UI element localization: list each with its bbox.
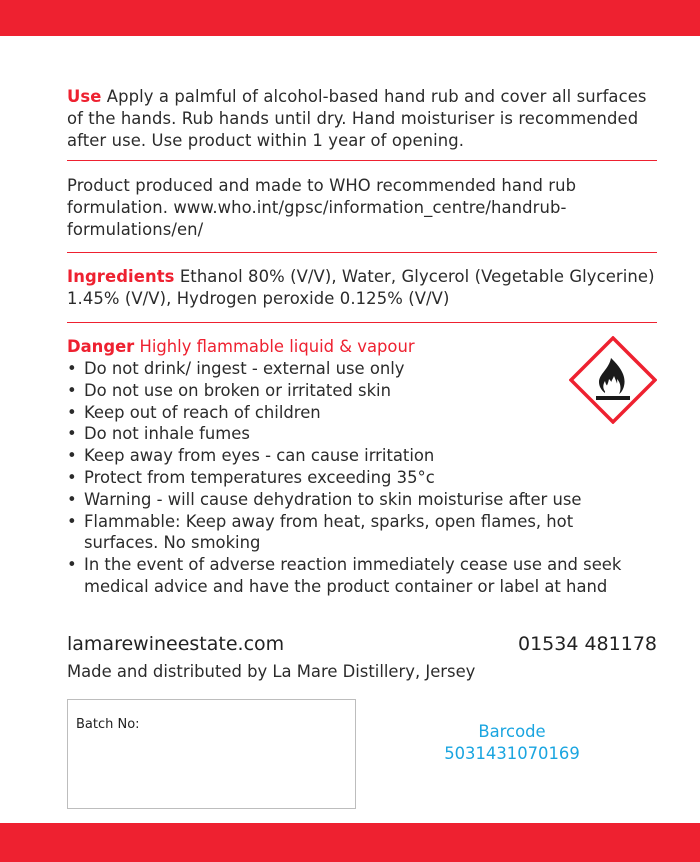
ingredients-section	[67, 266, 657, 310]
danger-keyword: Danger	[67, 337, 135, 356]
list-item: • In the event of adverse reaction immediately cease use and seek medical advice and have the product container or label at hand	[67, 555, 622, 596]
manufacturer-line: Made and distributed by La Mare Distillery, Jersey	[67, 662, 476, 681]
danger-headline: Highly flammable liquid & vapour	[134, 337, 415, 356]
barcode-number: 5031431070169	[444, 744, 580, 763]
list-item: • Do not use on broken or irritated skin	[67, 380, 392, 400]
flammable-hazard-icon	[569, 336, 657, 424]
ingredients-keyword: Ingredients	[67, 267, 175, 286]
batch-label: Batch No:	[76, 717, 140, 732]
top-red-band	[0, 0, 700, 36]
batch-number-box	[67, 699, 356, 809]
list-item: • Warning - will cause dehydration to skin moisturise after use	[67, 489, 582, 509]
ingredients-text: Ethanol 80% (V/V), Water, Glycerol (Vegetable Glycerine) 1.45% (V/V), Hydrogen peroxide 0.125% (V/V)	[67, 267, 655, 308]
list-item: • Flammable: Keep away from heat, sparks, open flames, hot surfaces. No smoking	[67, 511, 574, 553]
barcode-block	[430, 721, 594, 765]
website: lamarewineestate.com	[67, 633, 285, 655]
who-formulation-section	[67, 175, 657, 241]
use-section	[67, 86, 657, 152]
phone-number: 01534 481178	[517, 633, 657, 655]
warning-list	[67, 358, 647, 598]
list-item: • Keep out of reach of children	[67, 402, 321, 422]
use-keyword: Use	[67, 87, 102, 106]
list-item: • Do not drink/ ingest - external use only	[67, 359, 405, 378]
divider	[67, 160, 657, 161]
use-text: Apply a palmful of alcohol-based hand rub and cover all surfaces of the hands. Rub hands until dry. Hand moisturiser is recommended after use. Use product within 1 year of opening.	[67, 87, 647, 150]
list-item: • Keep away from eyes - can cause irritation	[67, 446, 435, 466]
divider	[67, 252, 657, 253]
divider	[67, 322, 657, 323]
bottom-red-band	[0, 823, 700, 862]
list-item: • Protect from temperatures exceeding 35°c	[67, 467, 435, 487]
barcode-label: Barcode	[478, 722, 546, 741]
list-item: • Do not inhale fumes	[67, 424, 250, 444]
who-text: Product produced and made to WHO recommended hand rub formulation. www.who.int/gpsc/information_centre/handrub-formulations/en/	[67, 176, 577, 239]
